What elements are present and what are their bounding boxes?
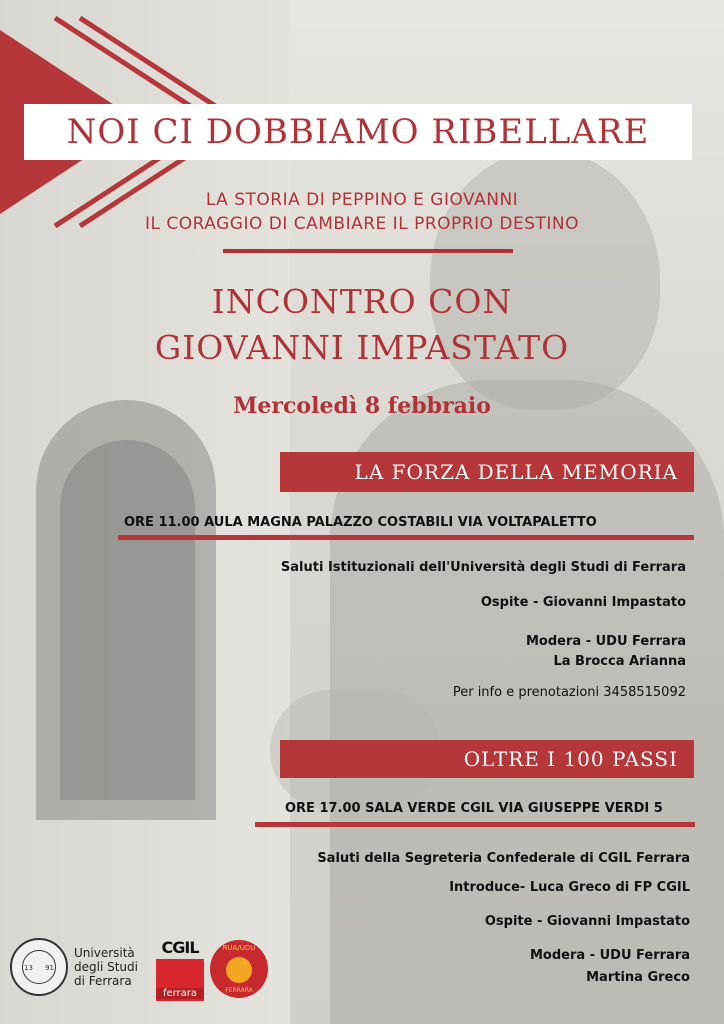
session2-where: ORE 17.00 SALA VERDE CGIL VIA GIUSEPPE VERDI 5 — [285, 801, 663, 816]
session1-item-4: La Brocca Arianna — [553, 654, 686, 669]
session1-item-1: Saluti Istituzionali dell'Università degli Studi di Ferrara — [280, 560, 686, 575]
subtitle-divider — [223, 249, 513, 253]
rua-udu-logo: RUA/UDU FERRARA — [210, 940, 268, 998]
session2-divider — [255, 822, 695, 827]
session2-item-1: Saluti della Segreteria Confederale di CGIL Ferrara — [317, 851, 690, 866]
meeting-title-line-2: GIOVANNI IMPASTATO — [154, 328, 570, 367]
session1-heading: LA FORZA DELLA MEMORIA — [280, 452, 694, 492]
session1-divider — [118, 535, 694, 540]
university-seal-icon: 13 91 — [10, 938, 68, 996]
session1-info: Per info e prenotazioni 3458515092 — [452, 685, 686, 700]
session2-item-2: Introduce- Luca Greco di FP CGIL — [449, 880, 690, 895]
poster-title: NOI CI DOBBIAMO RIBELLARE — [24, 104, 692, 160]
session2-heading: OLTRE I 100 PASSI — [280, 740, 694, 778]
session1-item-3: Modera - UDU Ferrara — [526, 634, 686, 649]
subtitle-line-2: IL CORAGGIO DI CAMBIARE IL PROPRIO DESTINO — [145, 214, 579, 234]
session1-where: ORE 11.00 AULA MAGNA PALAZZO COSTABILI VIA VOLTAPALETTO — [124, 515, 597, 530]
session1-item-2: Ospite - Giovanni Impastato — [480, 595, 686, 610]
session2-item-5: Martina Greco — [586, 970, 690, 985]
session2-item-4: Modera - UDU Ferrara — [530, 948, 690, 963]
event-date: Mercoledì 8 febbraio — [233, 393, 491, 419]
cgil-logo: CGIL ferrara — [156, 938, 204, 1001]
meeting-title-line-1: INCONTRO CON — [211, 282, 513, 321]
subtitle-line-1: LA STORIA DI PEPPINO E GIOVANNI — [205, 190, 519, 210]
session2-item-3: Ospite - Giovanni Impastato — [484, 914, 690, 929]
university-logo-text: Università degli Studi di Ferrara — [74, 946, 138, 988]
sun-icon — [226, 957, 252, 983]
